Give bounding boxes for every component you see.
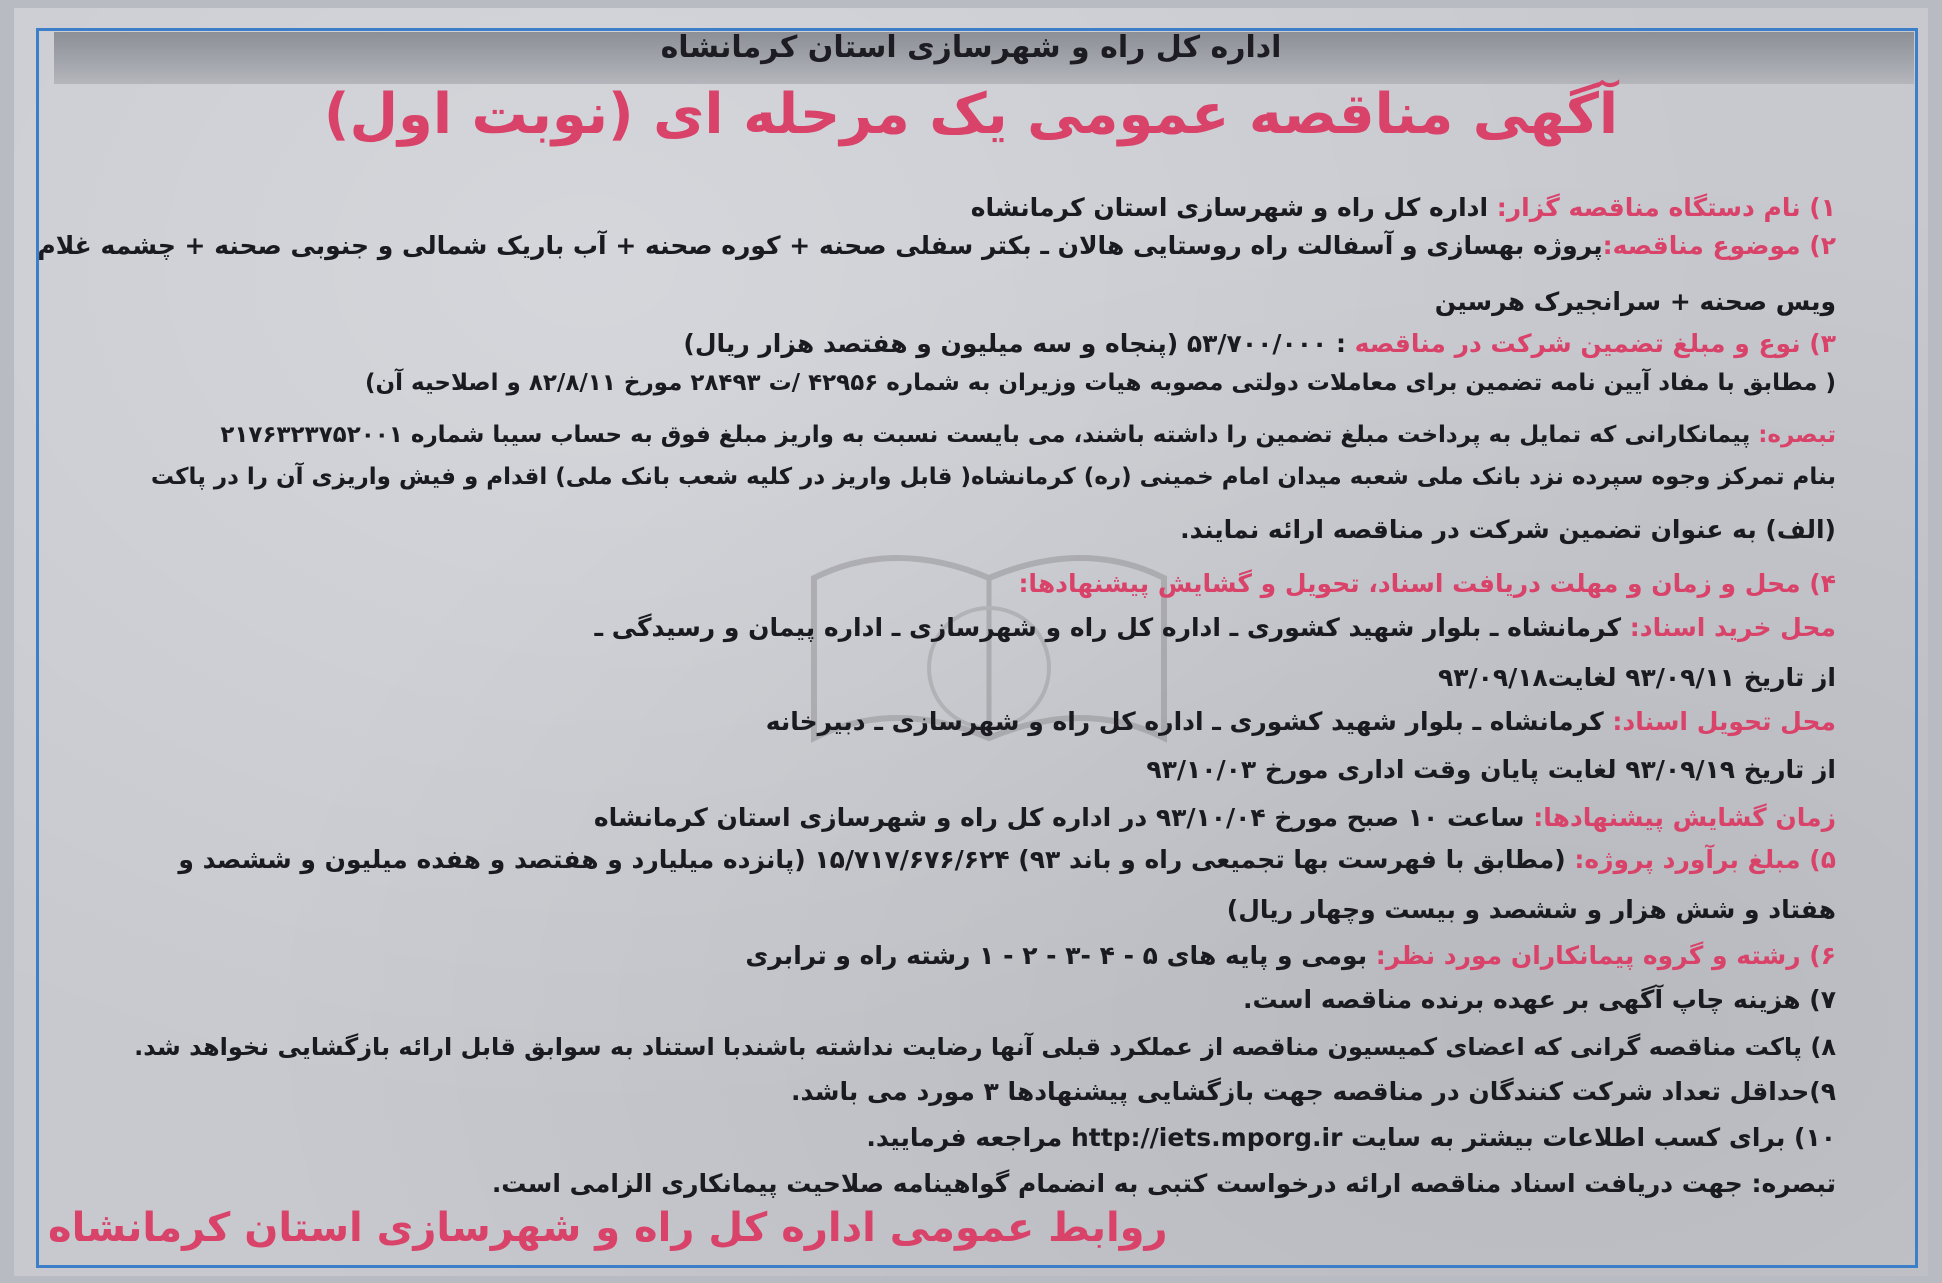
item-5-cont: هفتاد و شش هزار و ششصد و بیست وچهار ریال) xyxy=(1226,895,1836,924)
item-5-text: (مطابق با فهرست بها تجمیعی راه و باند ۹۳) ۱۵/۷۱۷/۶۷۶/۶۲۴ (پانزده میلیارد و هفتصد و هفده میلیون و ششصد و xyxy=(178,845,1575,874)
buy-text: کرمانشاه ـ بلوار شهید کشوری ـ اداره کل راه و شهرسازی ـ اداره پیمان و رسیدگی ـ xyxy=(594,613,1630,642)
item-4 xyxy=(1018,566,1836,601)
item-6-label: ۶) رشته و گروه پیمانکاران مورد نظر: xyxy=(1375,941,1836,970)
opening-label: زمان گشایش پیشنهادها: xyxy=(1533,803,1836,832)
deliver-label: محل تحویل اسناد: xyxy=(1612,707,1836,736)
item-4-label: ۴) محل و زمان و مهلت دریافت اسناد، تحویل و گشایش پیشنهادها: xyxy=(1018,569,1836,598)
deliver-text: کرمانشاه ـ بلوار شهید کشوری ـ اداره کل راه و شهرسازی ـ دبیرخانه xyxy=(765,707,1613,736)
item-8: ۸) پاکت مناقصه گرانی که اعضای کمیسیون مناقصه از عملکرد قبلی آنها رضایت نداشته باشندبا استناد به سوابق قابل ارائه بازگشایی نخواهد شد. xyxy=(134,1033,1836,1061)
note-1 xyxy=(220,418,1836,453)
item-6 xyxy=(745,938,1836,973)
item-2-text: پروژه بهسازی و آسفالت راه روستایی هالان ـ بکتر سفلی صحنه + کوره صحنه + آب باریک شمالی و جنوبی صحنه + چشمه غلام xyxy=(37,231,1603,260)
item-5-label: ۵) مبلغ برآورد پروژه: xyxy=(1574,845,1836,874)
buy-date: از تاریخ ۹۳/۰۹/۱۱ لغایت۹۳/۰۹/۱۸ xyxy=(1437,663,1836,692)
item-1 xyxy=(971,190,1836,225)
item-2-cont: ویس صحنه + سرانجیرک هرسین xyxy=(1434,287,1836,316)
item-2-label: ۲) موضوع مناقصه: xyxy=(1602,231,1836,260)
item-10: ۱۰) برای کسب اطلاعات بیشتر به سایت http://iets.mporg.ir مراجعه فرمایید. xyxy=(866,1123,1836,1152)
opening-time xyxy=(594,800,1836,835)
item-5 xyxy=(178,842,1836,877)
buy-location xyxy=(594,610,1836,645)
item-2 xyxy=(37,228,1836,263)
item-9: ۹)حداقل تعداد شرکت کنندگان در مناقصه جهت بازگشایی پیشنهادها ۳ مورد می باشد. xyxy=(790,1077,1836,1106)
footer-signature: روابط عمومی اداره کل راه و شهرسازی استان کرمانشاه xyxy=(48,1205,1168,1251)
buy-label: محل خرید اسناد: xyxy=(1629,613,1836,642)
note-1-cont2: (الف) به عنوان تضمین شرکت در مناقصه ارائه نمایند. xyxy=(1180,515,1836,544)
item-1-label: ۱) نام دستگاه مناقصه گزار: xyxy=(1496,193,1836,222)
final-note: تبصره: جهت دریافت اسناد مناقصه ارائه درخواست کتبی به انضمام گواهینامه صلاحیت پیمانکاری الزامی است. xyxy=(491,1169,1836,1198)
item-6-text: بومی و پایه های ۵ - ۴ -۳ - ۲ - ۱ رشته راه و ترابری xyxy=(745,941,1376,970)
item-3-text: : ۵۳/۷۰۰/۰۰۰ (پنجاه و سه میلیون و هفتصد هزار ریال) xyxy=(683,329,1355,358)
item-1-text: اداره کل راه و شهرسازی استان کرمانشاه xyxy=(970,193,1497,222)
deliver-location xyxy=(766,704,1836,739)
opening-text: ساعت ۱۰ صبح مورخ ۹۳/۱۰/۰۴ در اداره کل راه و شهرسازی استان کرمانشاه xyxy=(593,803,1534,832)
note-1-cont: بنام تمرکز وجوه سپرده نزد بانک ملی شعبه میدان امام خمینی (ره) کرمانشاه( قابل واریز در کلیه شعب بانک ملی) اقدام و فیش واریزی آن را در پاکت xyxy=(150,464,1836,490)
ad-title: آگهی مناقصه عمومی یک مرحله ای (نوبت اول) xyxy=(323,82,1619,147)
item-7: ۷) هزینه چاپ آگهی بر عهده برنده مناقصه است. xyxy=(1243,985,1836,1014)
organization-title: اداره کل راه و شهرسازی استان کرمانشاه xyxy=(660,30,1282,65)
deliver-date: از تاریخ ۹۳/۰۹/۱۹ لغایت پایان وقت اداری مورخ ۹۳/۱۰/۰۳ xyxy=(1146,755,1836,784)
item-3-cont: ( مطابق با مفاد آیین نامه تضمین برای معاملات دولتی مصوبه هیات وزیران به شماره ۴۲۹۵۶ /ت ۲۸۴۹۳ مورخ ۸۲/۸/۱۱ و اصلاحیه آن) xyxy=(365,370,1836,396)
note-text: پیمانکارانی که تمایل به پرداخت مبلغ تضمین را داشته باشند، می بایست نسبت به واریز مبلغ فوق به حساب سیبا شماره ۲۱۷۶۳۲۳۷۵۲۰۰۱ xyxy=(220,422,1759,448)
item-3 xyxy=(683,326,1836,361)
note-label: تبصره: xyxy=(1758,422,1836,448)
item-3-label: ۳) نوع و مبلغ تضمین شرکت در مناقصه xyxy=(1354,329,1836,358)
